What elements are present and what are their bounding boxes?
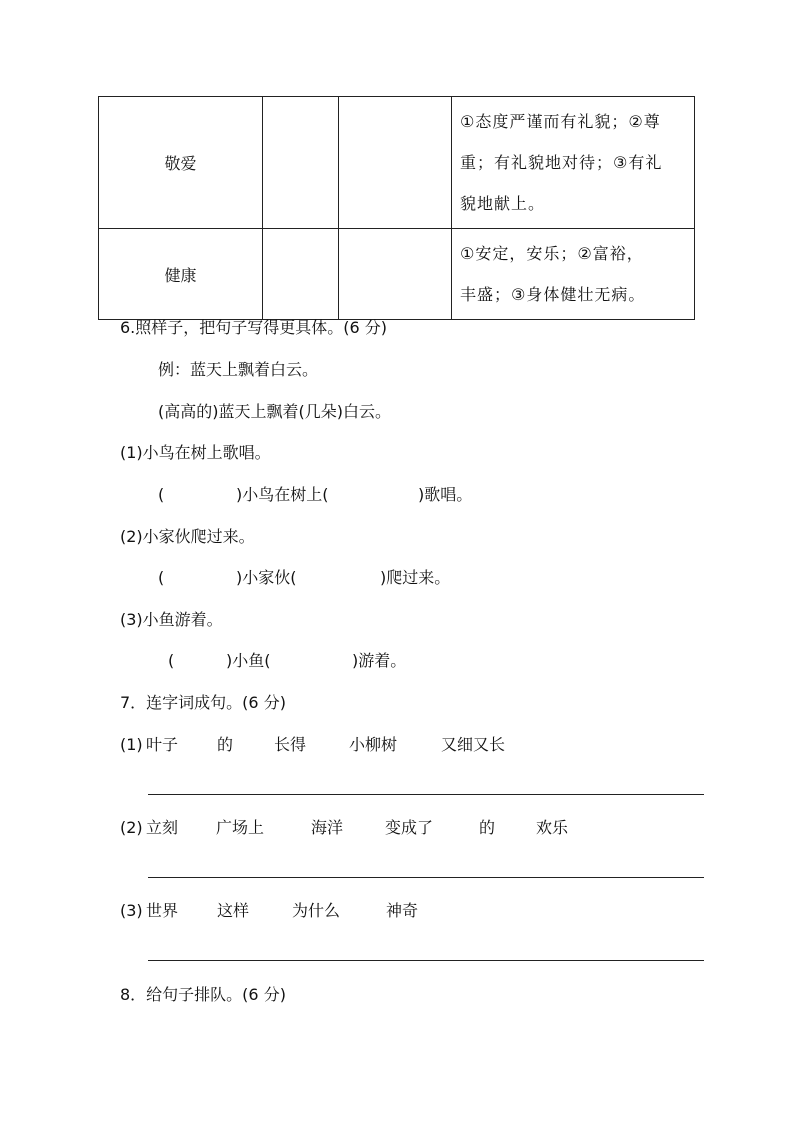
definition-line: 重；有礼貌地对待；③有礼 <box>460 153 663 172</box>
example-answer: (高高的)蓝天上飘着(几朵)白云。 <box>158 402 391 421</box>
word-chip: 立刻 <box>146 818 179 837</box>
word-chip: 的 <box>479 818 496 837</box>
blank-cell[interactable] <box>339 97 452 229</box>
answer-line[interactable] <box>148 877 704 878</box>
definition-cell <box>452 97 695 229</box>
answer-text: )爬过来。 <box>380 568 451 587</box>
definition-line: ①态度严谨而有礼貌；②尊 <box>460 112 661 131</box>
answer-text: )小鱼( <box>226 651 271 670</box>
word-cell: 敬爱 <box>99 97 263 229</box>
definition-line: ①安定，安乐；②富裕， <box>460 244 644 263</box>
item-number: (3) <box>120 901 143 920</box>
answer-line[interactable] <box>148 794 704 795</box>
vocabulary-table <box>98 96 695 320</box>
table-row <box>99 229 695 320</box>
question-6-title: 6.照样子，把句子写得更具体。(6 分) <box>120 318 388 337</box>
paren-open: ( <box>158 485 165 504</box>
question-7-title: 7．连字词成句。(6 分) <box>120 693 286 712</box>
q6-item-2-prompt: (2)小家伙爬过来。 <box>120 527 255 546</box>
blank-cell[interactable] <box>263 229 339 320</box>
definition-cell <box>452 229 695 320</box>
answer-text: )小家伙( <box>236 568 297 587</box>
word-chip: 变成了 <box>385 818 434 837</box>
example-label: 例：蓝天上飘着白云。 <box>158 360 319 379</box>
item-number: (1) <box>120 735 143 754</box>
answer-text: )歌唱。 <box>418 485 473 504</box>
word-chip: 世界 <box>146 901 179 920</box>
answer-line[interactable] <box>148 960 704 961</box>
word-chip: 长得 <box>274 735 307 754</box>
item-number: (2) <box>120 818 143 837</box>
word-chip: 神奇 <box>386 901 419 920</box>
paren-open: ( <box>168 651 175 670</box>
word-chip: 为什么 <box>292 901 341 920</box>
word-chip: 这样 <box>217 901 250 920</box>
word-chip: 小柳树 <box>349 735 398 754</box>
word-cell: 健康 <box>99 229 263 320</box>
answer-text: )游着。 <box>352 651 407 670</box>
definition-line: 貌地献上。 <box>460 194 546 213</box>
blank-cell[interactable] <box>263 97 339 229</box>
word-chip: 广场上 <box>216 818 265 837</box>
definition-line: 丰盛；③身体健壮无病。 <box>460 285 646 304</box>
q6-item-1-prompt: (1)小鸟在树上歌唱。 <box>120 443 271 462</box>
blank-cell[interactable] <box>339 229 452 320</box>
word-chip: 又细又长 <box>441 735 506 754</box>
word-chip: 叶子 <box>146 735 179 754</box>
word-chip: 的 <box>217 735 234 754</box>
answer-text: )小鸟在树上( <box>236 485 329 504</box>
paren-open: ( <box>158 568 165 587</box>
q6-item-3-prompt: (3)小鱼游着。 <box>120 610 223 629</box>
table-row <box>99 97 695 229</box>
question-8-title: 8．给句子排队。(6 分) <box>120 985 286 1004</box>
word-chip: 欢乐 <box>536 818 569 837</box>
word-chip: 海洋 <box>311 818 344 837</box>
